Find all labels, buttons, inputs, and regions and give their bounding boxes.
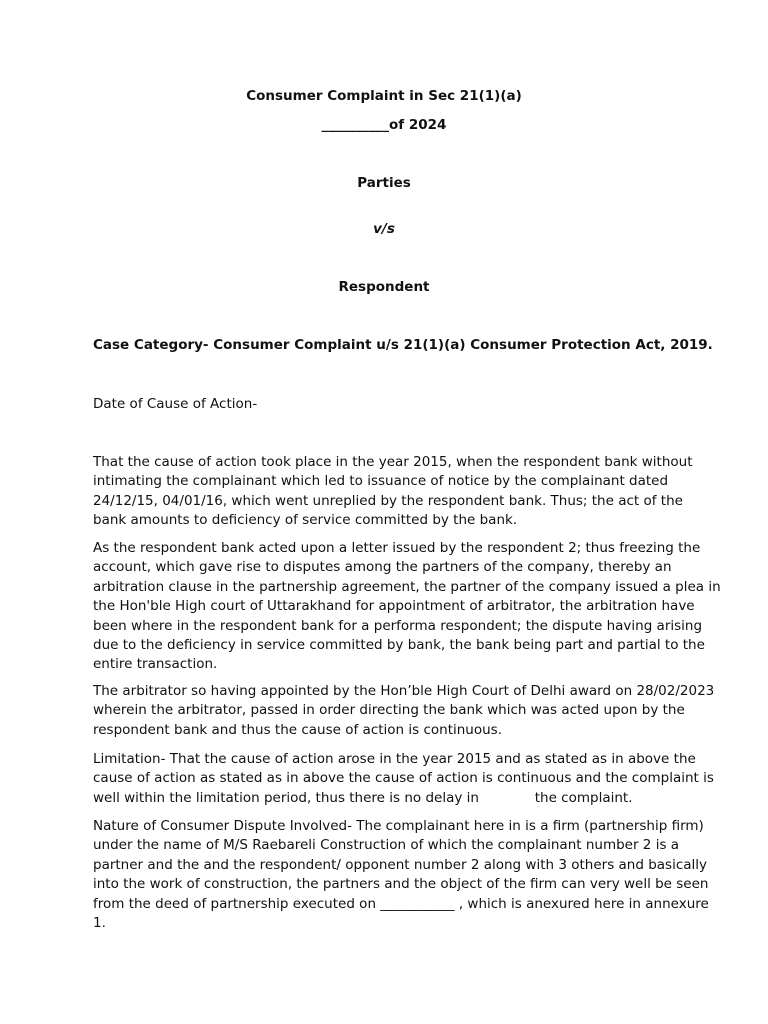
paragraph-line: That the cause of action took place in the year 2015, when the respondent bank without (93, 454, 693, 470)
paragraph-line: wherein the arbitrator, passed in order directing the bank which was acted upon by the (93, 702, 685, 719)
paragraph-arbitrator (93, 682, 715, 740)
paragraph-line: entire transaction. (93, 656, 218, 673)
paragraph-line: under the name of M/S Raebareli Construction of which the complainant number 2 is a (93, 837, 680, 854)
paragraph-line: Nature of Consumer Dispute Involved- The complainant here in is a firm (partnership firm) (93, 818, 704, 834)
date-of-cause-label: Date of Cause of Action- (93, 396, 258, 412)
paragraph-line: well within the limitation period, thus there is no delay in the complaint. (93, 789, 633, 806)
paragraph-nature-of-dispute (93, 817, 709, 933)
paragraph-line: arbitration clause in the partnership agreement, the partner of the company issued a plea in (93, 578, 721, 595)
paragraph-line: partner and the and the respondent/ opponent number 2 along with 3 others and basically (93, 856, 708, 873)
paragraph-line: bank amounts to deficiency of service committed by the bank. (93, 512, 518, 529)
paragraph-line: The arbitrator so having appointed by the Hon’ble High Court of Delhi award on 28/02/2023 (93, 683, 715, 699)
respondent-heading: Respondent (338, 279, 430, 295)
paragraph-line: respondent bank and thus the cause of action is continuous. (93, 721, 503, 738)
paragraph-line: As the respondent bank acted upon a letter issued by the respondent 2; thus freezing the (93, 540, 701, 556)
paragraph-line: 24/12/15, 04/01/16, which went unreplied by the respondent bank. Thus; the act of the (93, 492, 683, 509)
paragraph-cause-of-action (93, 453, 693, 531)
paragraph-line: 1. (93, 915, 106, 932)
paragraph-line: intimating the complainant which led to issuance of notice by the complainant dated (93, 473, 669, 490)
parties-heading: Parties (357, 175, 411, 191)
paragraph-line: from the deed of partnership executed on ___________ , which is anexured here in annexure (93, 895, 709, 912)
document-title: Consumer Complaint in Sec 21(1)(a) (246, 88, 522, 104)
paragraph-line: been where in the respondent bank for a performa respondent; the dispute having arising (93, 617, 703, 634)
case-number: __________of 2024 (321, 117, 447, 133)
paragraph-respondent-bank (93, 539, 721, 675)
paragraph-line: cause of action as stated as in above the cause of action is continuous and the complaint is (93, 770, 714, 787)
paragraph-limitation (93, 750, 714, 808)
paragraph-line: Limitation- That the cause of action arose in the year 2015 and as stated as in above the (93, 751, 696, 767)
case-category: Case Category- Consumer Complaint u/s 21(1)(a) Consumer Protection Act, 2019. (93, 337, 713, 353)
paragraph-line: the Hon'ble High court of Uttarakhand for appointment of arbitrator, the arbitration have (93, 598, 695, 615)
paragraph-line: due to the deficiency in service committed by bank, the bank being part and partial to the (93, 637, 705, 654)
versus-label: v/s (373, 221, 395, 237)
paragraph-line: account, which gave rise to disputes among the partners of the company, thereby an (93, 559, 672, 576)
paragraph-line: into the work of construction, the partners and the object of the firm can very well be seen (93, 876, 709, 893)
